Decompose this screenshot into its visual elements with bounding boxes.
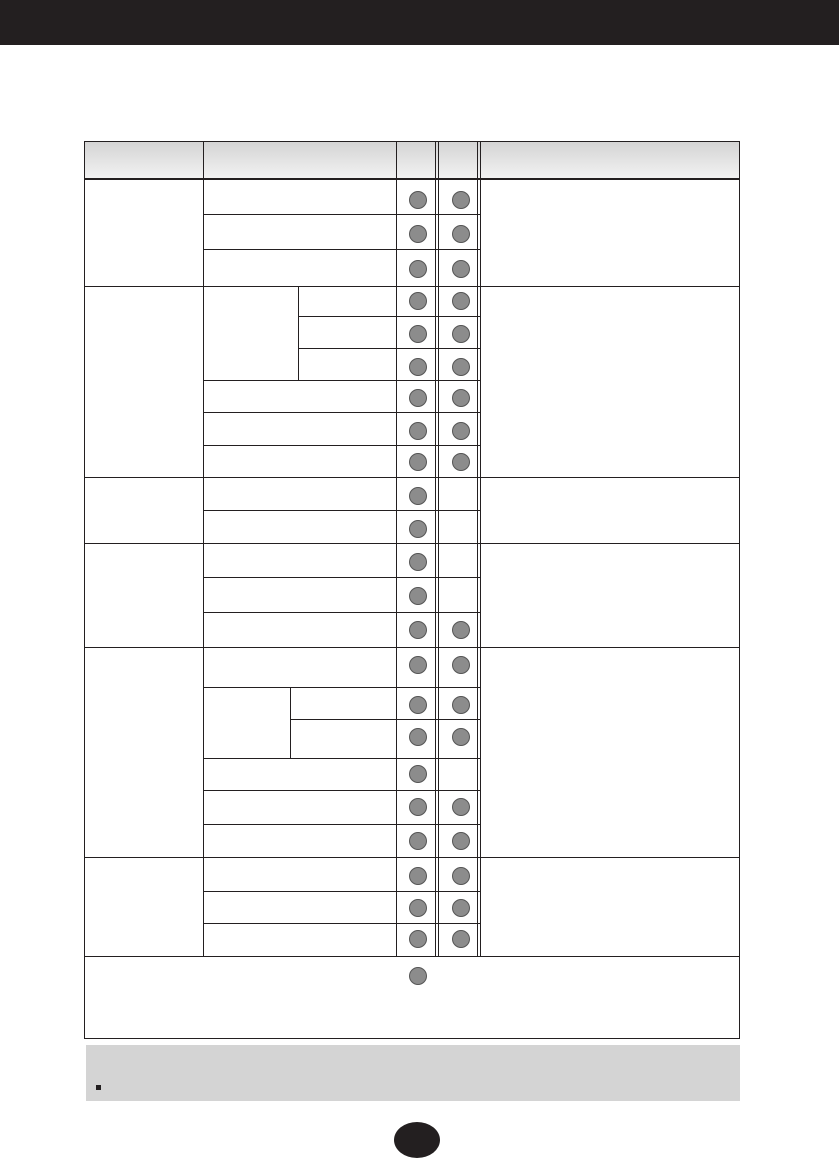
- availability-marker: [452, 798, 470, 816]
- availability-marker: [452, 832, 470, 850]
- availability-marker: [452, 260, 470, 278]
- row-separator: [203, 510, 480, 511]
- page-header-bar: [0, 0, 839, 45]
- availability-marker: [409, 696, 427, 714]
- group-separator: [85, 647, 739, 648]
- note-bullet: [96, 1085, 101, 1090]
- availability-marker: [409, 930, 427, 948]
- availability-marker: [452, 696, 470, 714]
- availability-marker: [409, 728, 427, 746]
- group-separator: [85, 286, 739, 287]
- availability-marker: [409, 520, 427, 538]
- page-number-badge: [394, 1122, 440, 1158]
- availability-marker: [409, 587, 427, 605]
- subcolumn-divider: [298, 286, 299, 380]
- row-separator: [203, 687, 480, 688]
- availability-marker: [409, 553, 427, 571]
- availability-marker: [452, 930, 470, 948]
- row-separator: [203, 577, 480, 578]
- subcolumn-divider: [290, 687, 291, 758]
- availability-marker: [452, 728, 470, 746]
- availability-marker: [409, 798, 427, 816]
- row-separator: [203, 412, 480, 413]
- availability-marker: [409, 765, 427, 783]
- availability-marker: [409, 899, 427, 917]
- availability-marker: [409, 292, 427, 310]
- availability-marker: [409, 832, 427, 850]
- row-separator: [203, 923, 480, 924]
- availability-marker: [409, 358, 427, 376]
- table-header-row: [85, 142, 739, 180]
- row-separator: [203, 380, 480, 381]
- row-separator: [203, 249, 480, 250]
- row-separator: [203, 612, 480, 613]
- availability-marker: [409, 260, 427, 278]
- column-divider: [435, 142, 436, 956]
- row-separator: [203, 214, 480, 215]
- row-separator: [203, 758, 480, 759]
- legend-marker: [409, 967, 427, 985]
- availability-marker: [409, 422, 427, 440]
- availability-marker: [409, 621, 427, 639]
- availability-marker: [452, 867, 470, 885]
- availability-marker: [452, 621, 470, 639]
- availability-marker: [452, 899, 470, 917]
- availability-marker: [409, 487, 427, 505]
- column-divider: [203, 142, 204, 956]
- row-separator: [203, 790, 480, 791]
- row-separator: [203, 445, 480, 446]
- availability-marker: [409, 656, 427, 674]
- column-divider: [480, 142, 481, 956]
- feature-table: [84, 141, 740, 1039]
- row-separator: [290, 719, 480, 720]
- availability-marker: [409, 325, 427, 343]
- group-separator: [85, 543, 739, 544]
- availability-marker: [409, 867, 427, 885]
- availability-marker: [452, 389, 470, 407]
- availability-marker: [452, 453, 470, 471]
- availability-marker: [452, 422, 470, 440]
- availability-marker: [452, 656, 470, 674]
- row-separator: [298, 316, 480, 317]
- row-separator: [203, 824, 480, 825]
- group-separator: [85, 477, 739, 478]
- availability-marker: [452, 325, 470, 343]
- availability-marker: [452, 358, 470, 376]
- availability-marker: [409, 225, 427, 243]
- note-box: [86, 1045, 740, 1101]
- availability-marker: [452, 292, 470, 310]
- availability-marker: [409, 389, 427, 407]
- table-body-end: [85, 956, 739, 957]
- row-separator: [298, 348, 480, 349]
- column-divider: [396, 142, 397, 956]
- column-divider: [438, 142, 439, 956]
- availability-marker: [452, 225, 470, 243]
- column-divider: [477, 142, 478, 956]
- availability-marker: [409, 191, 427, 209]
- availability-marker: [409, 453, 427, 471]
- group-separator: [85, 857, 739, 858]
- availability-marker: [452, 191, 470, 209]
- row-separator: [203, 891, 480, 892]
